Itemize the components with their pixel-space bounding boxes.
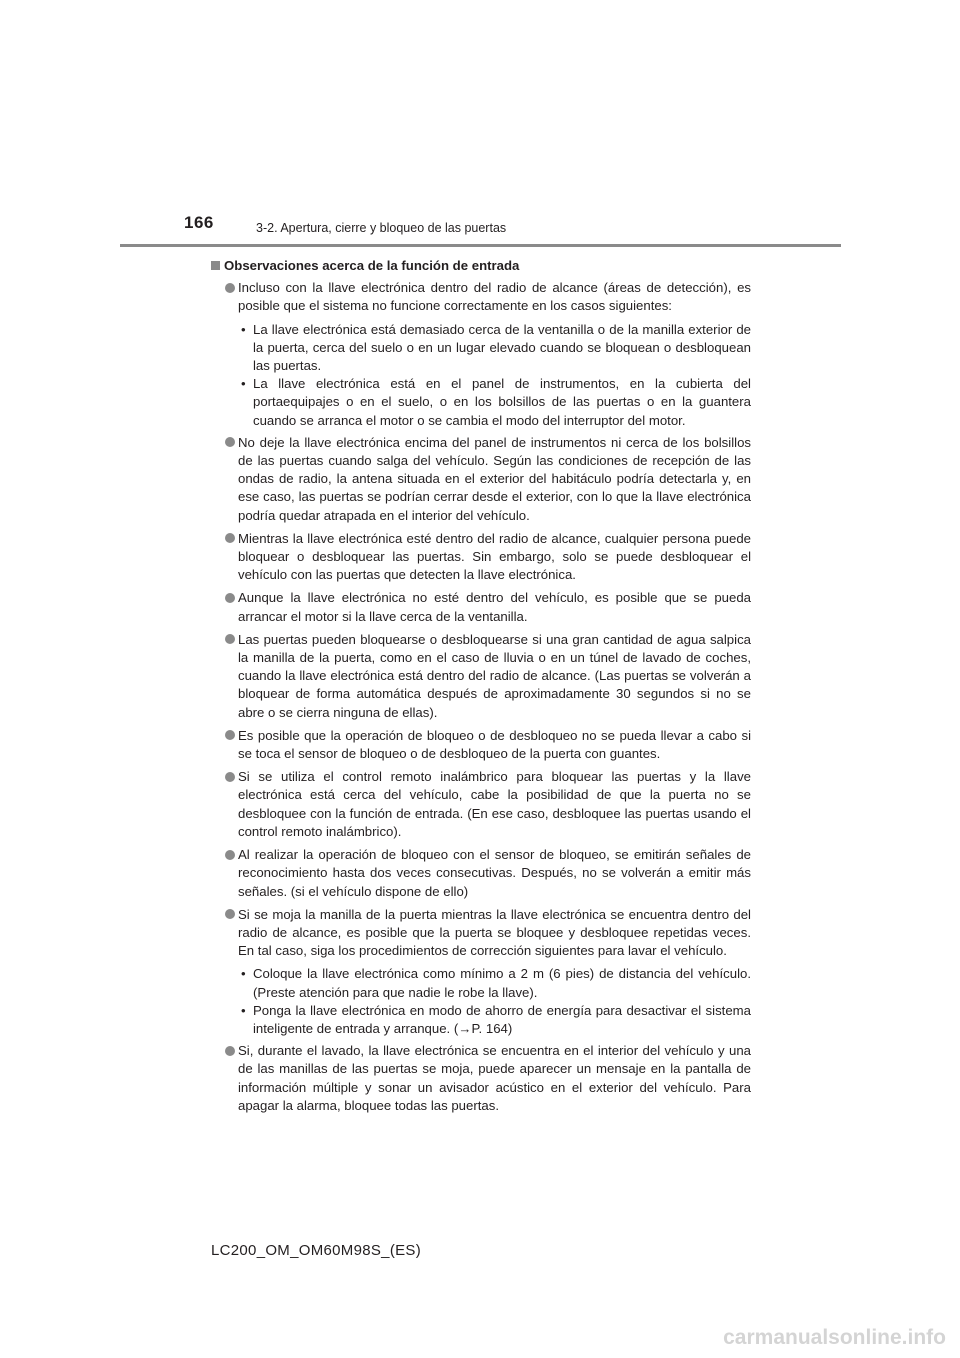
sub-item-text: Ponga la llave electrónica en modo de ahorro de energía para desactivar el sistema inteligente de entrada y arranque. (→P. 164) [253,1002,751,1036]
circle-bullet-icon [225,1046,235,1056]
bullet-item [211,768,751,841]
sub-bullet-marker: • [241,966,246,982]
watermark: carmanualsonline.info [723,1326,946,1349]
sub-list [211,321,751,430]
bullet-text: Al realizar la operación de bloqueo con el sensor de bloqueo, se emitirán señales de reconocimiento hasta dos veces consecutivas. Después, no se volverán a emitir más señales. (si el vehículo dispone de ello) [238,847,751,899]
sub-bullet-marker: • [241,376,246,392]
bullet-text: Si, durante el lavado, la llave electrónica se encuentra en el interior del vehículo y una de las manillas de las puertas se moja, puede aparecer un mensaje en la pantalla de información múltiple y sonar un avisador acústico en el exterior del vehículo. Para apagar la alarma, bloquee todas las puertas. [238,1043,751,1113]
circle-bullet-icon [225,772,235,782]
bullet-text: Si se moja la manilla de la puerta mientras la llave electrónica se encuentra dentro del radio de alcance, es posible que la puerta se bloquee y desbloquee repetidas veces. En tal caso, siga los procedimientos de corrección siguientes para lavar el vehículo. [238,906,751,959]
circle-bullet-icon [225,283,235,293]
subsection-heading [211,257,751,275]
sub-item [211,965,751,1001]
circle-bullet-icon [225,437,235,447]
bullet-item [211,727,751,763]
square-bullet-icon [211,261,220,270]
sub-item-text: Coloque la llave electrónica como mínimo a 2 m (6 pies) de distancia del vehículo. (Preste atención para que nadie le robe la llave). [253,966,751,1000]
bullet-item [211,589,751,625]
subsection-heading-text: Observaciones acerca de la función de entrada [224,258,520,273]
page-number: 166 [184,213,214,232]
bullet-text: Aunque la llave electrónica no esté dentro del vehículo, es posible que se pueda arrancar el motor si la llave cerca de la ventanilla. [238,590,751,624]
bullet-item [211,279,751,315]
bullet-text: Incluso con la llave electrónica dentro del radio de alcance (áreas de detección), es posible que el sistema no funcione correctamente en los casos siguientes: [238,280,751,314]
circle-bullet-icon [225,634,235,644]
sub-item [211,375,751,430]
document-code: LC200_OM_OM60M98S_(ES) [211,1242,422,1259]
circle-bullet-icon [225,593,235,603]
bullet-text: Mientras la llave electrónica esté dentro del radio de alcance, cualquier persona puede bloquear o desbloquear las puertas. Sin embargo, solo se puede desbloquear el vehículo con las puertas que detecten la llave electrónica. [238,530,751,583]
bullet-text: Es posible que la operación de bloqueo o de desbloqueo no se pueda llevar a cabo si se toca el sensor de bloqueo o de desbloqueo de la puerta con guantes. [238,727,751,762]
circle-bullet-icon [225,909,235,919]
bullet-text: Las puertas pueden bloquearse o desbloquearse si una gran cantidad de agua salpica la manilla de la puerta, como en el caso de lluvia o en un túnel de lavado de coches, cuando la llave electrónica está dentro del radio de alcance. (Las puertas se volverán a bloquear de forma automática después de aproximadamente 30 segundos si no se abre o se cierra ninguna de ellas). [238,631,751,720]
section-title: 3-2. Apertura, cierre y bloqueo de las puertas [256,221,507,235]
circle-bullet-icon [225,850,235,860]
circle-bullet-icon [225,730,235,740]
circle-bullet-icon [225,533,235,543]
header-divider [120,244,841,247]
sub-bullet-marker: • [241,321,246,337]
sub-item-text: La llave electrónica está en el panel de instrumentos, en la cubierta del portaequipajes o en el suelo, o en los bolsillos de las puertas o en la guantera cuando se arranca el motor o se cambia el modo del interruptor del motor. [253,376,751,428]
bullet-item [211,631,751,722]
bullet-item [211,1042,751,1115]
main-content [211,257,751,1120]
bullet-item [211,846,751,901]
sub-bullet-marker: • [241,1002,246,1018]
bullet-item [211,434,751,525]
sub-item [211,321,751,376]
sub-item-text: La llave electrónica está demasiado cerca de la ventanilla o de la manilla exterior de la puerta, cerca del suelo o en un lugar elevado cuando se bloquean o desbloquean las puertas. [253,321,751,374]
bullet-item [211,906,751,961]
bullet-text: No deje la llave electrónica encima del panel de instrumentos ni cerca de los bolsillos de las puertas cuando salga del vehículo. Según las condiciones de recepción de las ondas de radio, la antena situada en el exterior del habitáculo podría detectarla y, en ese caso, las puertas se podrían cerrar desde el exterior, con lo que la llave electrónica podría quedar atrapada en el interior del vehículo. [238,434,751,523]
bullet-text: Si se utiliza el control remoto inalámbrico para bloquear las puertas y la llave electrónica está cerca del vehículo, cabe la posibilidad de que la puerta no se desbloquee con la función de entrada. (En ese caso, desbloquee las puertas usando el control remoto inalámbrico). [238,769,751,839]
bullet-item [211,530,751,585]
sub-item [211,1002,751,1038]
sub-list [211,965,751,1038]
